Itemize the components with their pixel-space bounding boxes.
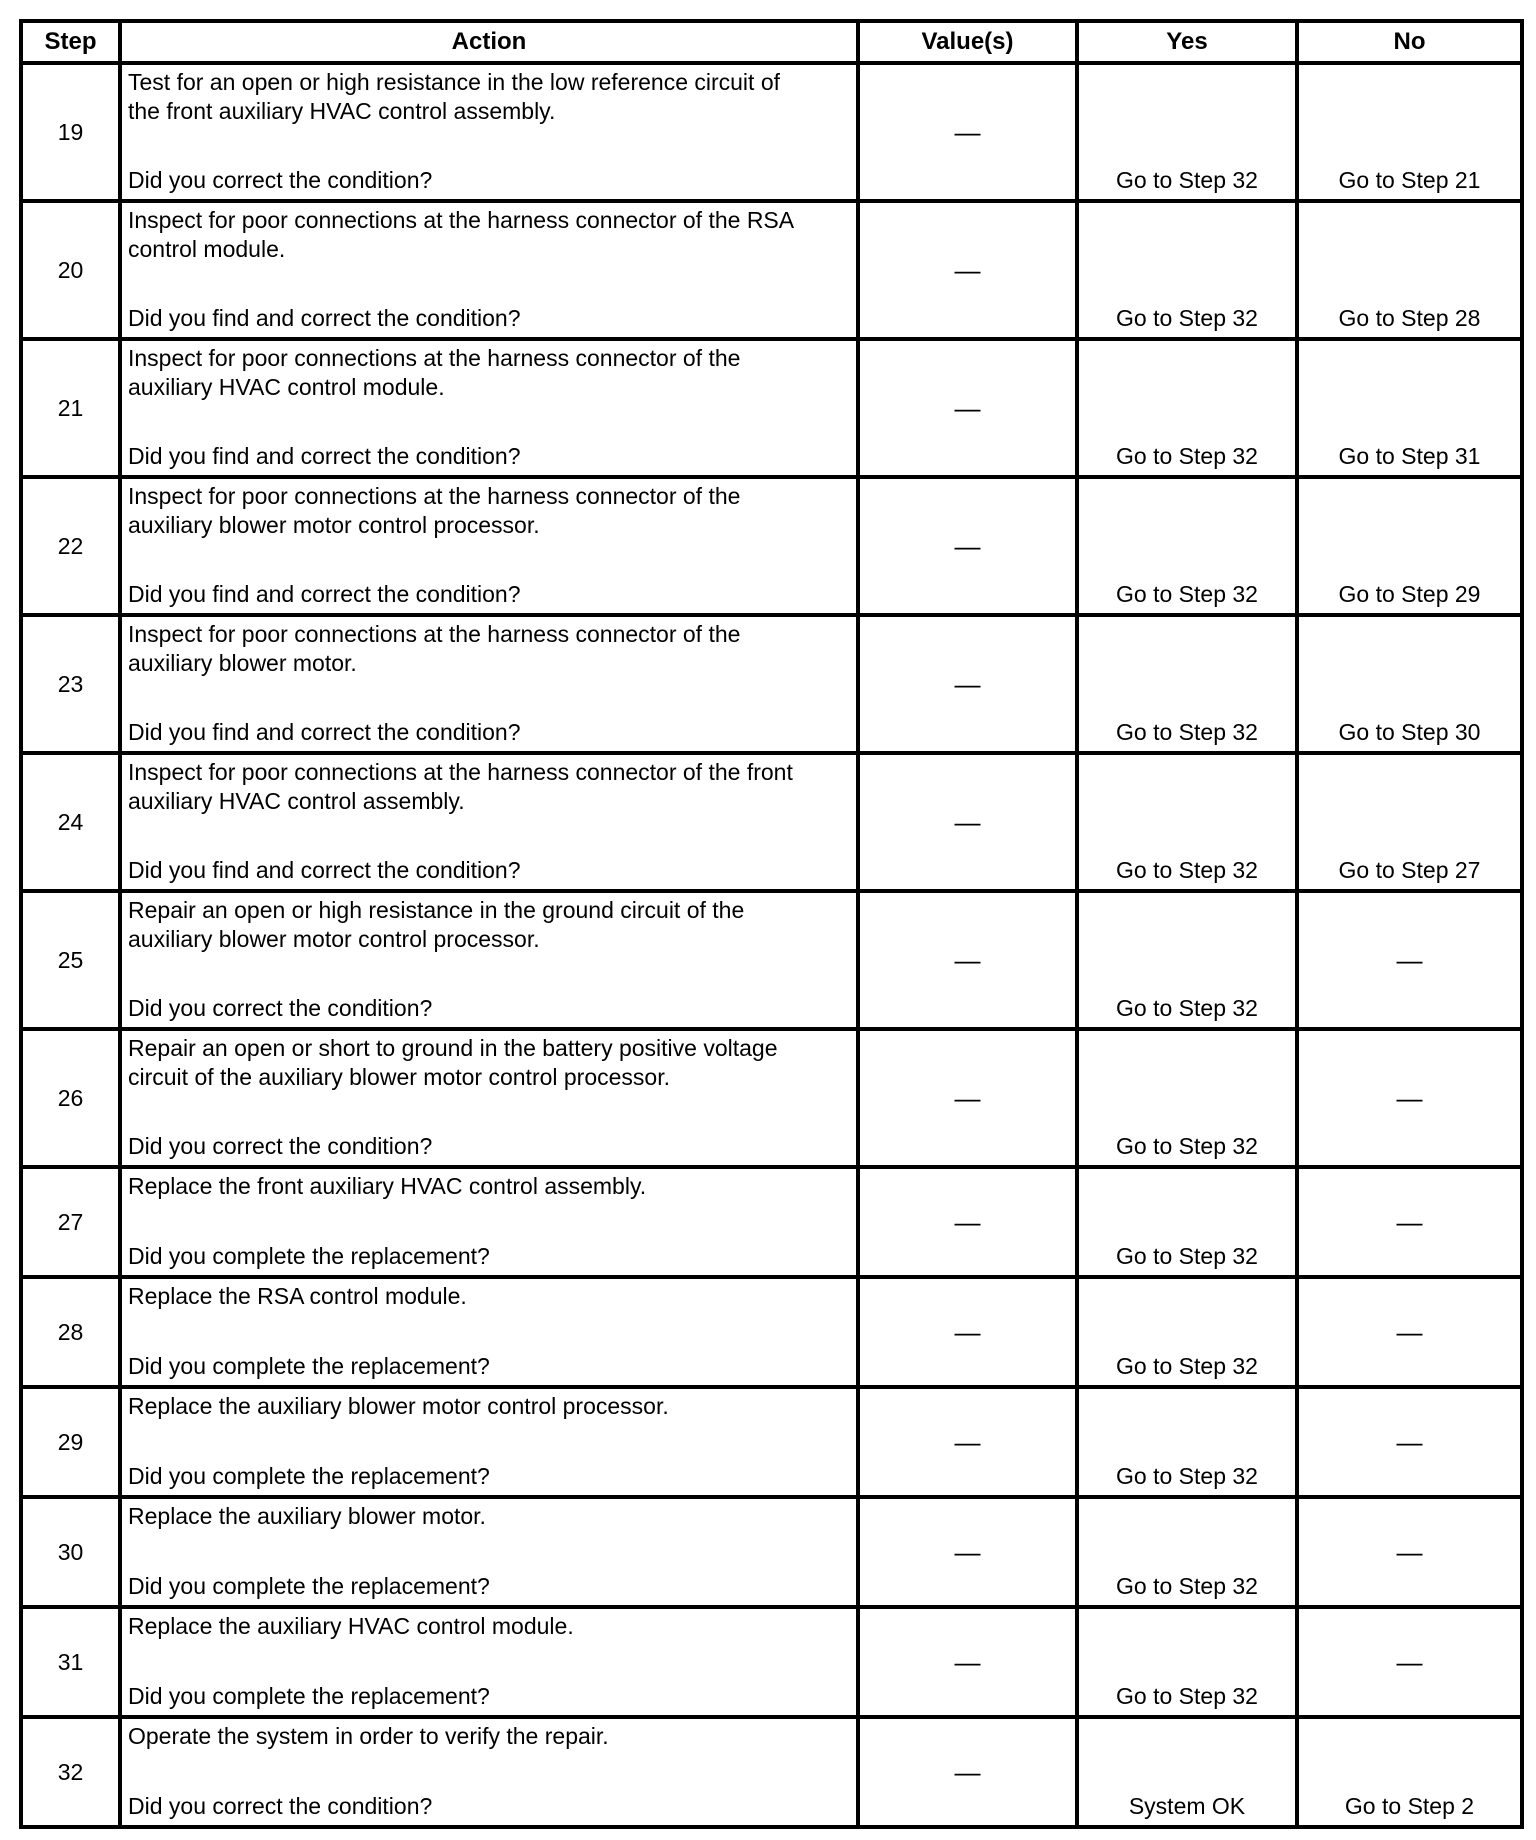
action-instruction: Inspect for poor connections at the harness connector of the auxiliary HVAC control module. <box>128 345 741 400</box>
table-row <box>21 477 1522 615</box>
value-cell: — <box>858 1497 1077 1607</box>
action-question: Did you correct the condition? <box>128 995 433 1021</box>
action-question: Did you find and correct the condition? <box>128 443 521 469</box>
no-result: Go to Step 27 <box>1297 753 1522 891</box>
action-question: Did you correct the condition? <box>128 167 433 193</box>
yes-result: Go to Step 32 <box>1077 201 1297 339</box>
step-number: 21 <box>21 339 120 477</box>
action-content <box>122 755 856 889</box>
step-number: 30 <box>21 1497 120 1607</box>
table-row <box>21 201 1522 339</box>
action-content <box>122 617 856 751</box>
no-result: — <box>1297 1029 1522 1167</box>
column-header-yes: Yes <box>1077 21 1297 63</box>
action-instruction: Inspect for poor connections at the harness connector of the front auxiliary HVAC control assembly. <box>128 759 793 814</box>
table-row <box>21 1029 1522 1167</box>
no-result: Go to Step 29 <box>1297 477 1522 615</box>
yes-result: Go to Step 32 <box>1077 753 1297 891</box>
action-cell <box>120 201 858 339</box>
action-question: Did you find and correct the condition? <box>128 857 521 883</box>
table-row <box>21 1167 1522 1277</box>
column-header-values: Value(s) <box>858 21 1077 63</box>
step-number: 28 <box>21 1277 120 1387</box>
action-content <box>122 1609 856 1715</box>
value-cell: — <box>858 615 1077 753</box>
action-question: Did you find and correct the condition? <box>128 305 521 331</box>
action-cell <box>120 63 858 201</box>
action-instruction: Replace the front auxiliary HVAC control assembly. <box>128 1173 647 1199</box>
action-content <box>122 893 856 1027</box>
table-row <box>21 1277 1522 1387</box>
action-instruction: Repair an open or high resistance in the ground circuit of the auxiliary blower motor control processor. <box>128 897 745 952</box>
action-cell <box>120 753 858 891</box>
action-cell <box>120 891 858 1029</box>
value-cell: — <box>858 477 1077 615</box>
value-cell: — <box>858 339 1077 477</box>
action-cell <box>120 1497 858 1607</box>
action-instruction: Replace the auxiliary HVAC control module. <box>128 1613 574 1639</box>
step-number: 20 <box>21 201 120 339</box>
yes-result: Go to Step 32 <box>1077 1607 1297 1717</box>
step-number: 25 <box>21 891 120 1029</box>
step-number: 23 <box>21 615 120 753</box>
table-body <box>21 63 1522 1827</box>
action-question: Did you complete the replacement? <box>128 1353 490 1379</box>
column-header-step: Step <box>21 21 120 63</box>
table-row <box>21 615 1522 753</box>
diagnostic-table <box>19 19 1524 1829</box>
step-number: 22 <box>21 477 120 615</box>
action-question: Did you find and correct the condition? <box>128 719 521 745</box>
table-row <box>21 339 1522 477</box>
action-cell <box>120 1387 858 1497</box>
action-instruction: Replace the auxiliary blower motor. <box>128 1503 486 1529</box>
no-result: — <box>1297 891 1522 1029</box>
action-content <box>122 479 856 613</box>
column-header-no: No <box>1297 21 1522 63</box>
step-number: 31 <box>21 1607 120 1717</box>
action-instruction: Inspect for poor connections at the harness connector of the auxiliary blower motor. <box>128 621 741 676</box>
table-row <box>21 63 1522 201</box>
action-cell <box>120 1277 858 1387</box>
step-number: 26 <box>21 1029 120 1167</box>
yes-result: Go to Step 32 <box>1077 477 1297 615</box>
table-header-row <box>21 21 1522 63</box>
table-row <box>21 753 1522 891</box>
yes-result: Go to Step 32 <box>1077 1387 1297 1497</box>
action-question: Did you complete the replacement? <box>128 1243 490 1269</box>
yes-result: Go to Step 32 <box>1077 1497 1297 1607</box>
action-instruction: Inspect for poor connections at the harness connector of the RSA control module. <box>128 207 795 262</box>
action-cell <box>120 1167 858 1277</box>
yes-result: Go to Step 32 <box>1077 1277 1297 1387</box>
action-cell <box>120 1717 858 1827</box>
no-result: — <box>1297 1607 1522 1717</box>
no-result: — <box>1297 1277 1522 1387</box>
action-instruction: Inspect for poor connections at the harness connector of the auxiliary blower motor control processor. <box>128 483 741 538</box>
action-instruction: Repair an open or short to ground in the battery positive voltage circuit of the auxiliary blower motor control processor. <box>128 1035 778 1090</box>
no-result: Go to Step 30 <box>1297 615 1522 753</box>
action-content <box>122 1279 856 1385</box>
no-result: Go to Step 2 <box>1297 1717 1522 1827</box>
action-instruction: Replace the RSA control module. <box>128 1283 467 1309</box>
action-cell <box>120 477 858 615</box>
step-number: 29 <box>21 1387 120 1497</box>
action-cell <box>120 1607 858 1717</box>
action-content <box>122 203 856 337</box>
action-cell <box>120 615 858 753</box>
value-cell: — <box>858 1029 1077 1167</box>
no-result: Go to Step 21 <box>1297 63 1522 201</box>
value-cell: — <box>858 1607 1077 1717</box>
yes-result: Go to Step 32 <box>1077 891 1297 1029</box>
table-row <box>21 1387 1522 1497</box>
action-question: Did you find and correct the condition? <box>128 581 521 607</box>
value-cell: — <box>858 63 1077 201</box>
yes-result: Go to Step 32 <box>1077 1029 1297 1167</box>
value-cell: — <box>858 1277 1077 1387</box>
action-content <box>122 1031 856 1165</box>
yes-result: Go to Step 32 <box>1077 615 1297 753</box>
no-result: Go to Step 31 <box>1297 339 1522 477</box>
table-row <box>21 891 1522 1029</box>
no-result: Go to Step 28 <box>1297 201 1522 339</box>
action-cell <box>120 1029 858 1167</box>
action-question: Did you correct the condition? <box>128 1133 433 1159</box>
value-cell: — <box>858 891 1077 1029</box>
value-cell: — <box>858 201 1077 339</box>
step-number: 24 <box>21 753 120 891</box>
table-row <box>21 1497 1522 1607</box>
value-cell: — <box>858 1717 1077 1827</box>
value-cell: — <box>858 1167 1077 1277</box>
yes-result: Go to Step 32 <box>1077 63 1297 201</box>
yes-result: System OK <box>1077 1717 1297 1827</box>
table-row <box>21 1607 1522 1717</box>
no-result: — <box>1297 1497 1522 1607</box>
no-result: — <box>1297 1167 1522 1277</box>
action-question: Did you complete the replacement? <box>128 1573 490 1599</box>
action-question: Did you complete the replacement? <box>128 1463 490 1489</box>
table-row <box>21 1717 1522 1827</box>
action-question: Did you correct the condition? <box>128 1793 433 1819</box>
yes-result: Go to Step 32 <box>1077 339 1297 477</box>
action-instruction: Operate the system in order to verify the repair. <box>128 1723 609 1749</box>
action-content <box>122 341 856 475</box>
value-cell: — <box>858 753 1077 891</box>
yes-result: Go to Step 32 <box>1077 1167 1297 1277</box>
action-instruction: Replace the auxiliary blower motor control processor. <box>128 1393 669 1419</box>
step-number: 19 <box>21 63 120 201</box>
action-instruction: Test for an open or high resistance in the low reference circuit of the front auxiliary HVAC control assembly. <box>128 69 781 124</box>
action-content <box>122 1499 856 1605</box>
action-content <box>122 1719 856 1825</box>
action-cell <box>120 339 858 477</box>
step-number: 27 <box>21 1167 120 1277</box>
action-question: Did you complete the replacement? <box>128 1683 490 1709</box>
action-content <box>122 65 856 199</box>
value-cell: — <box>858 1387 1077 1497</box>
step-number: 32 <box>21 1717 120 1827</box>
column-header-action: Action <box>120 21 858 63</box>
action-content <box>122 1169 856 1275</box>
no-result: — <box>1297 1387 1522 1497</box>
action-content <box>122 1389 856 1495</box>
